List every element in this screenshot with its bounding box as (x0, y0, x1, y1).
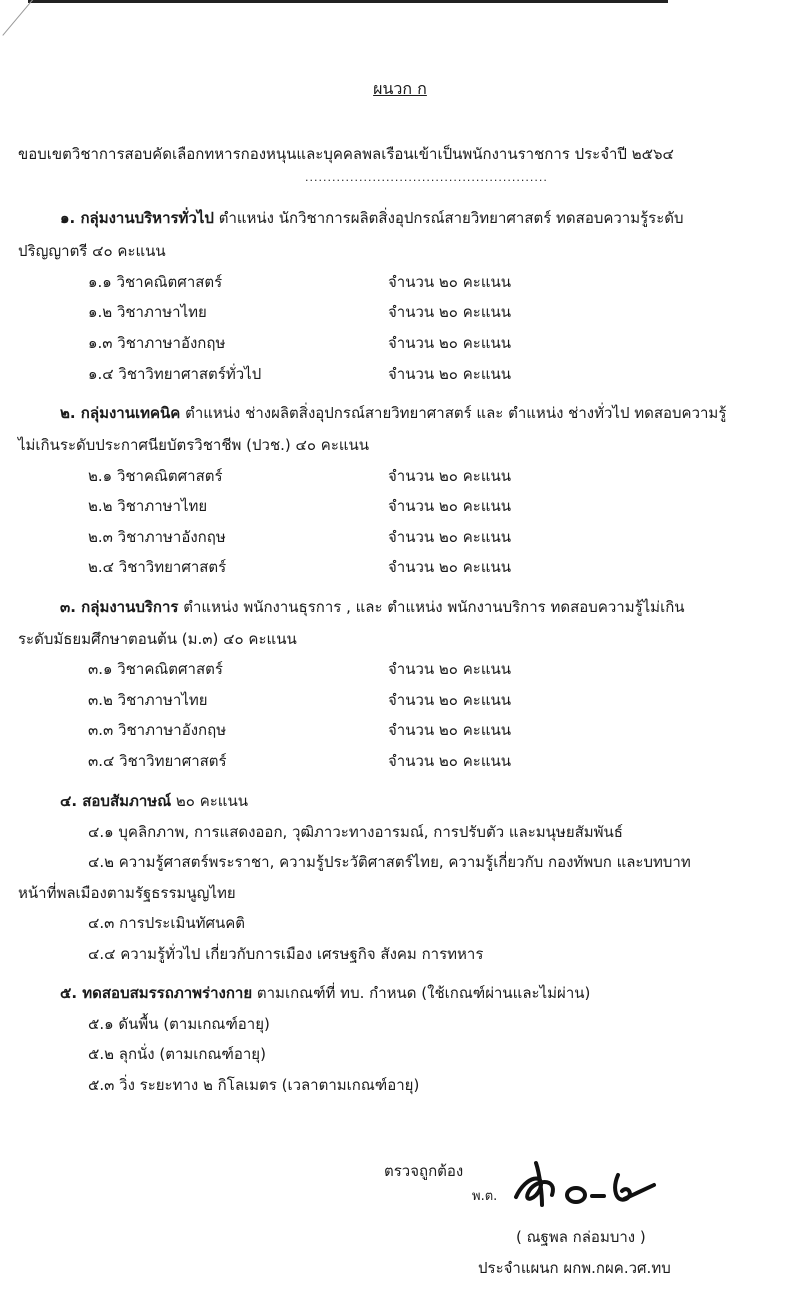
section-4-item-1: ๔.๑ บุคลิกภาพ, การแสดงออก, วุฒิภาวะทางอารมณ์, การปรับตัว และมนุษยสัมพันธ์ (88, 823, 623, 841)
section-3-title: ๓. กลุ่มงานบริการ (60, 598, 179, 616)
handwritten-signature (506, 1155, 666, 1225)
section-3-desc-cont: ระดับมัธยมศึกษาตอนต้น (ม.๓) ๔๐ คะแนน (18, 630, 297, 648)
section-5-desc: ตามเกณฑ์ที่ ทบ. กำหนด (ใช้เกณฑ์ผ่านและไม่ผ่าน) (252, 984, 591, 1002)
document-title: ผนวก ก (373, 79, 427, 98)
section-4-item-3: ๔.๓ การประเมินทัศนคติ (88, 914, 246, 932)
section-5-heading (60, 984, 590, 1002)
section-4-item-4: ๔.๔ ความรู้ทั่วไป เกี่ยวกับการเมือง เศรษฐกิจ สังคม การทหาร (88, 945, 484, 963)
rank-label: พ.ต. (472, 1189, 498, 1204)
section-2-desc-cont: ไม่เกินระดับประกาศนียบัตรวิชาชีพ (ปวช.) ๔๐ คะแนน (18, 436, 370, 454)
section-2-heading (60, 404, 726, 422)
section-3-desc: ตำแหน่ง พนักงานธุรการ , และ ตำแหน่ง พนักงานบริการ ทดสอบความรู้ไม่เกิน (178, 598, 685, 616)
verified-label: ตรวจถูกต้อง (384, 1162, 464, 1180)
top-border-line (28, 0, 668, 3)
section-4-desc: ๒๐ คะแนน (171, 792, 248, 810)
signer-position: ประจำแผนก ผกพ.กผค.วศ.ทบ (478, 1259, 671, 1277)
section-1-desc: ตำแหน่ง นักวิชาการผลิตสิ่งอุปกรณ์สายวิทยาศาสตร์ ทดสอบความรู้ระดับ (213, 209, 684, 227)
section-4-heading (60, 792, 248, 810)
corner-scan-mark (2, 0, 41, 36)
section-5-title: ๕. ทดสอบสมรรถภาพร่างกาย (60, 984, 253, 1002)
section-4-item-2-cont: หน้าที่พลเมืองตามรัฐธรรมนูญไทย (18, 884, 236, 902)
section-2-title: ๒. กลุ่มงานเทคนิค (60, 404, 181, 422)
section-5-item-1: ๕.๑ ดันพื้น (ตามเกณฑ์อายุ) (88, 1015, 270, 1033)
dotted-separator: ...................................................... (305, 171, 548, 184)
section-4-item-2: ๔.๒ ความรู้ศาสตร์พระราชา, ความรู้ประวัติศาสตร์ไทย, ความรู้เกี่ยวกับ กองทัพบก และบทบาท (88, 853, 691, 871)
section-5-item-2: ๕.๒ ลุกนั่ง (ตามเกณฑ์อายุ) (88, 1045, 266, 1063)
section-4-title: ๔. สอบสัมภาษณ์ (60, 792, 172, 810)
signer-name: ( ณฐพล กล่อมบาง ) (516, 1228, 646, 1246)
section-1-heading (60, 209, 684, 227)
section-5-item-3: ๕.๓ วิ่ง ระยะทาง ๒ กิโลเมตร (เวลาตามเกณฑ์อายุ) (88, 1076, 420, 1094)
section-3-heading (60, 598, 685, 616)
section-1-title: ๑. กลุ่มงานบริหารทั่วไป (60, 209, 214, 227)
section-2-desc: ตำแหน่ง ช่างผลิตสิ่งอุปกรณ์สายวิทยาศาสตร์ และ ตำแหน่ง ช่างทั่วไป ทดสอบความรู้ (180, 404, 727, 422)
section-1-desc-cont: ปริญญาตรี ๔๐ คะแนน (18, 242, 166, 260)
document-subtitle: ขอบเขตวิชาการสอบคัดเลือกทหารกองหนุนและบุคคลพลเรือนเข้าเป็นพนักงานราชการ ประจำปี ๒๕๖๔ (18, 145, 674, 163)
